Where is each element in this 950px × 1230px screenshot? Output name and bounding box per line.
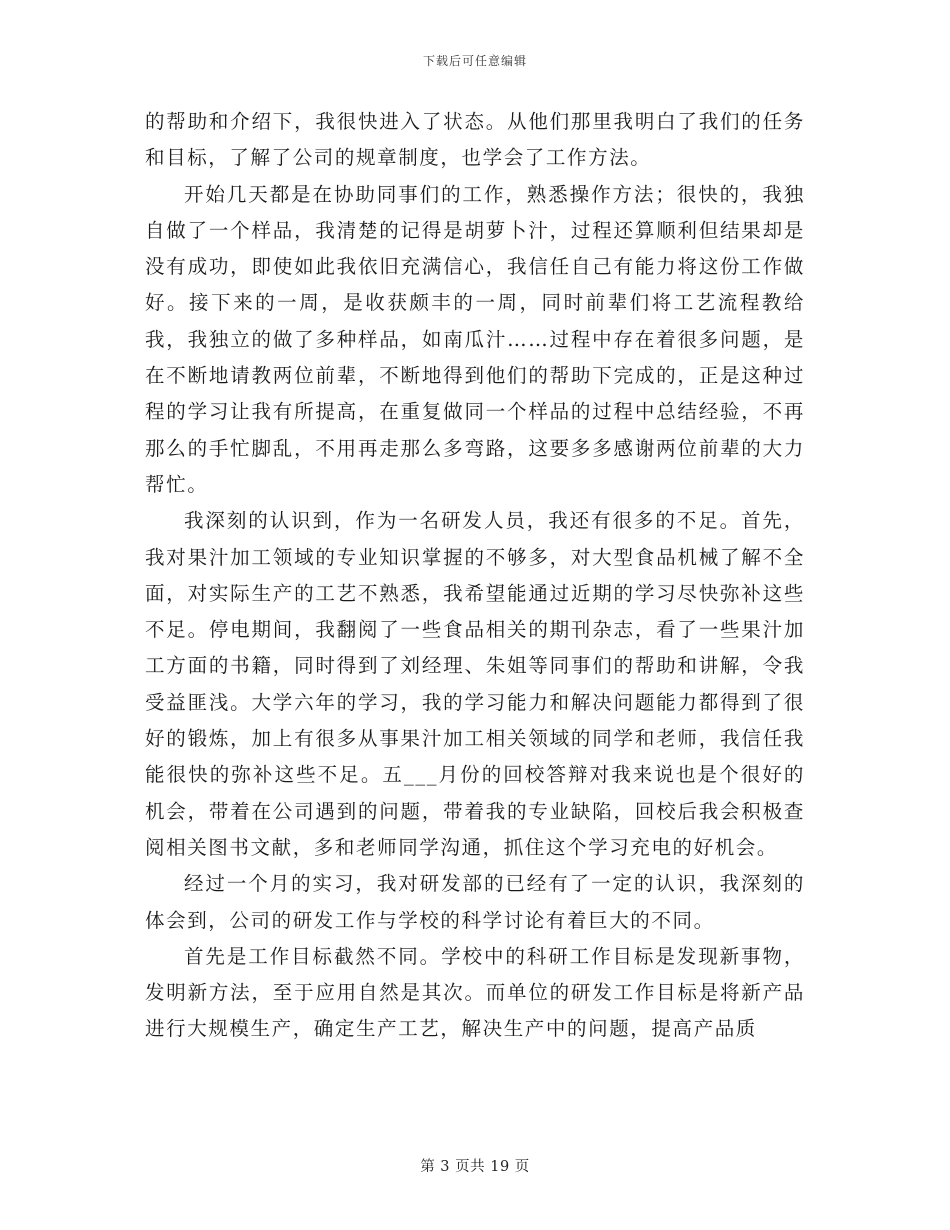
paragraph-shortcomings: 我深刻的认识到，作为一名研发人员，我还有很多的不足。首先，我对果汁加工领域的专业知识掌握的不够多，对大型食品机械了解不全面，对实际生产的工艺不熟悉，我希望能通过近期的学习尽快弥补这些不足。停电期间，我翻阅了一些食品相关的期刊杂志，看了一些果汁加工方面的书籍，同时得到了刘经理、朱姐等同事们的帮助和讲解，令我受益匪浅。大学六年的学习，我的学习能力和解决问题能力都得到了很好的锻炼，加上有很多从事果汁加工相关领域的同学和老师，我信任我能很快的弥补这些不足。五___月份的回校答辩对我来说也是个很好的机会，带着在公司遇到的问题，带着我的专业缺陷，回校后我会积极查阅相关图书文献，多和老师同学沟通，抓住这个学习充电的好机会。 <box>145 509 805 859</box>
paragraph-early-days: 开始几天都是在协助同事们的工作，熟悉操作方法；很快的，我独自做了一个样品，我清楚的记得是胡萝卜汁，过程还算顺利但结果却是没有成功，即使如此我依旧充满信心，我信任自己有能力将这份工作做好。接下来的一周，是收获颇丰的一周，同时前辈们将工艺流程教给我，我独立的做了多种样品，如南瓜汁……过程中存在着很多问题，是在不断地请教两位前辈，不断地得到他们的帮助下完成的，正是这种过程的学习让我有所提高，在重复做同一个样品的过程中总结经验，不再那么的手忙脚乱，不用再走那么多弯路，这要多多感谢两位前辈的大力帮忙。 <box>145 182 805 496</box>
page-number: 第 3 页共 19 页 <box>420 1159 530 1175</box>
header-note: 下载后可任意编辑 <box>422 54 527 68</box>
paragraph-continuation: 的帮助和介绍下，我很快进入了状态。从他们那里我明白了我们的任务和目标，了解了公司的规章制度，也学会了工作方法。 <box>145 110 805 170</box>
document-body <box>145 104 805 1048</box>
paragraph-work-goals: 首先是工作目标截然不同。学校中的科研工作目标是发现新事物，发明新方法，至于应用自然是其次。而单位的研发工作目标是将新产品进行大规模生产，确定生产工艺，解决生产中的问题，提高产品质 <box>145 944 805 1041</box>
paragraph-reflection: 经过一个月的实习，我对研发部的已经有了一定的认识，我深刻的体会到，公司的研发工作与学校的科学讨论有着巨大的不同。 <box>145 872 805 932</box>
